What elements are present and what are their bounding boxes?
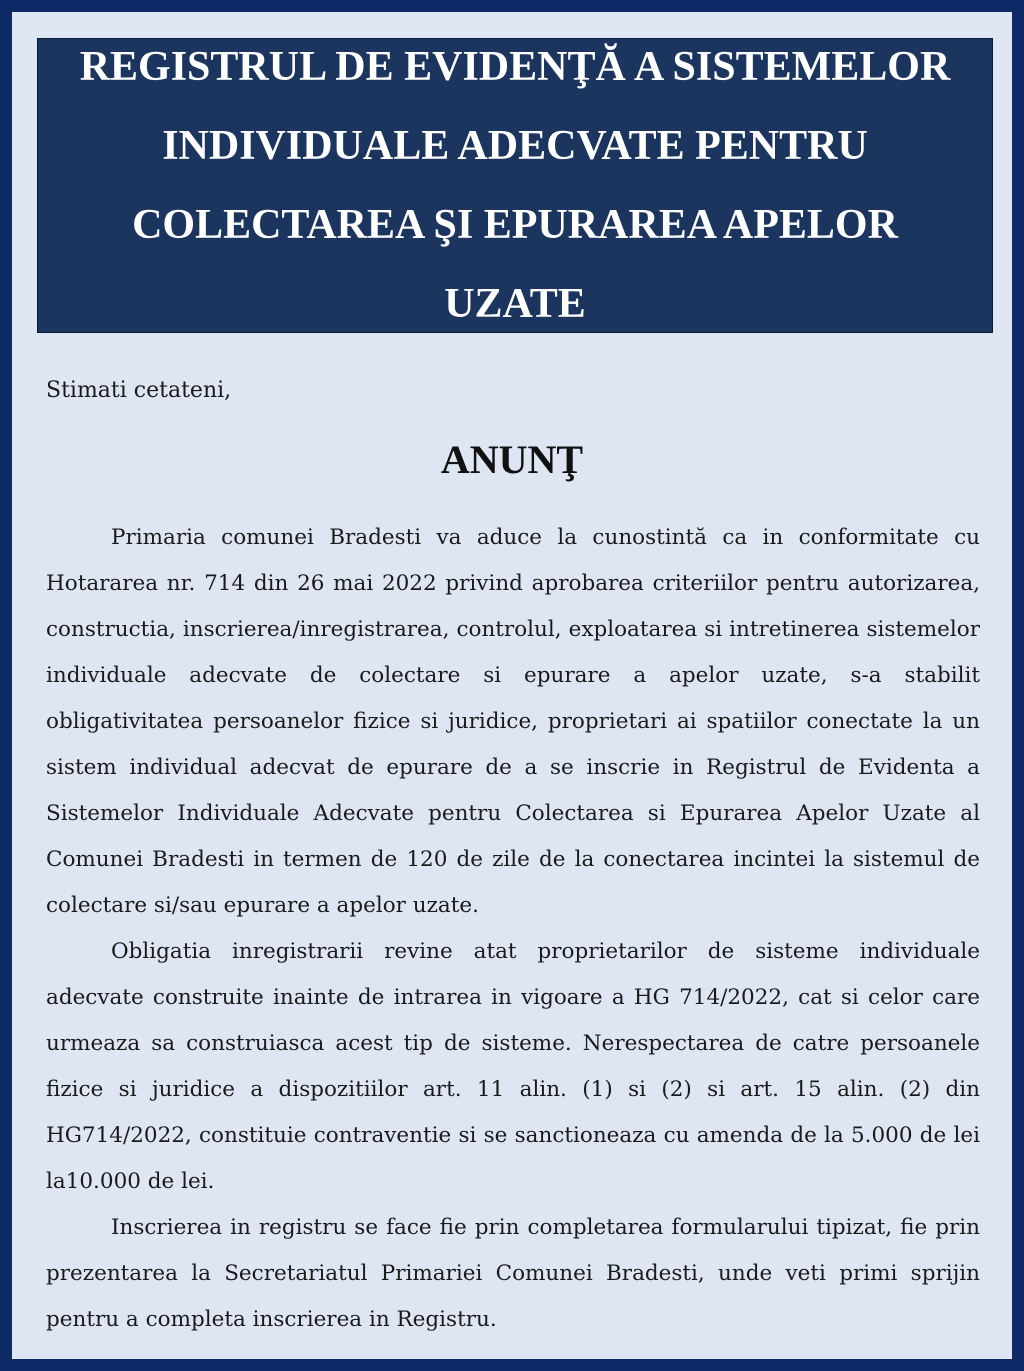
announcement-body — [46, 515, 980, 1343]
announcement-page — [12, 12, 1012, 1359]
paragraph-1: Primaria comunei Bradesti va aduce la cunostintă ca in conformitate cu Hotararea nr. 714 din 26 mai 2022 privind aprobarea criteriilor pentru autorizarea, constructia, inscrierea/inregistrarea, controlul, exploatarea si intretinerea sistemelor individuale adecvate de colectare si epurare a apelor uzate, s-a stabilit obligativitatea persoanelor fizice si juridice, proprietari ai spatiilor conectate la un sistem individual adecvat de epurare de a se inscrie in Registrul de Evidenta a Sistemelor Individuale Adecvate pentru Colectarea si Epurarea Apelor Uzate al Comunei Bradesti in termen de 120 de zile de la conectarea incintei la sistemul de colectare si/sau epurare a apelor uzate. — [46, 525, 980, 918]
greeting: Stimati cetateni, — [46, 378, 232, 403]
paragraph-3: Inscrierea in registru se face fie prin completarea formularului tipizat, fie prin prezentarea la Secretariatul Primariei Comunei Bradesti, unde veti primi sprijin pentru a completa inscrierea in Registru. — [46, 1215, 980, 1332]
announcement-heading: ANUNŢ — [440, 437, 584, 482]
banner-title: REGISTRUL DE EVIDENŢĂ A SISTEMELOR INDIVIDUALE ADECVATE PENTRU COLECTAREA ŞI EPURAREA APELOR UZATE — [79, 43, 951, 327]
title-banner — [37, 38, 993, 333]
paragraph-2: Obligatia inregistrarii revine atat proprietarilor de sisteme individuale adecvate construite inainte de intrarea in vigoare a HG 714/2022, cat si celor care urmeaza sa construiasca acest tip de sisteme. Nerespectarea de catre persoanele fizice si juridice a dispozitiilor art. 11 alin. (1) si (2) si art. 15 alin. (2) din HG714/2022, constituie contraventie si se sanctioneaza cu amenda de la 5.000 de lei la10.000 de lei. — [46, 939, 980, 1194]
